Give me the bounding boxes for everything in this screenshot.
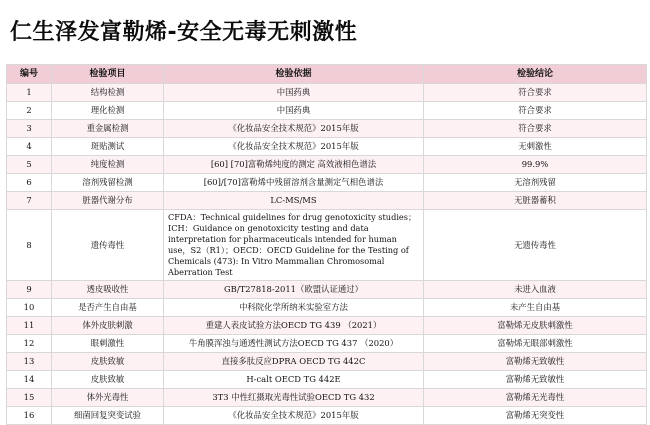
row-number: 8 [7,210,52,281]
row-test-basis: LC-MS/MS [164,192,424,210]
row-test-result: 富勒烯无致敏性 [424,353,647,371]
table-row [7,335,647,353]
row-test-result: 富勒烯无眼部刺激性 [424,335,647,353]
table-row [7,120,647,138]
row-test-basis: 3T3 中性红摄取光毒性试验OECD TG 432 [164,389,424,407]
row-number: 6 [7,174,52,192]
row-test-result: 无脏器蓄积 [424,192,647,210]
row-test-basis: 中国药典 [164,84,424,102]
row-number: 14 [7,371,52,389]
row-test-basis: [60] [70]富勒烯纯度的测定 高效液相色谱法 [164,156,424,174]
table-row [7,407,647,425]
row-test-basis: [60]/[70]富勒烯中残留溶剂含量测定气相色谱法 [164,174,424,192]
table-row [7,156,647,174]
table-header-row [7,65,647,84]
row-test-result: 无刺激性 [424,138,647,156]
row-test-result: 富勒烯无突变性 [424,407,647,425]
row-test-item: 溶剂残留检测 [52,174,164,192]
row-number: 9 [7,281,52,299]
row-number: 4 [7,138,52,156]
row-test-result: 富勒烯无光毒性 [424,389,647,407]
row-test-item: 体外光毒性 [52,389,164,407]
row-test-basis: 中国药典 [164,102,424,120]
row-test-item: 是否产生自由基 [52,299,164,317]
row-test-item: 皮肤致敏 [52,371,164,389]
table-row [7,192,647,210]
row-test-result: 符合要求 [424,120,647,138]
row-test-basis: CFDA：Technical guidelines for drug genotoxicity studies；ICH：Guidance on genotoxicity testing and data interpretation for pharmaceuticals intended for human use，S2（R1）；OECD：OECD Guideline for the Testing of Chemicals (473): In Vitro Mammalian Chromosomal Aberration Test [164,210,424,281]
row-test-item: 斑贴测试 [52,138,164,156]
row-test-item: 细菌回复突变试验 [52,407,164,425]
row-test-result: 富勒烯无致敏性 [424,371,647,389]
row-test-item: 皮肤致敏 [52,353,164,371]
header-test-result: 检验结论 [424,65,647,84]
row-test-item: 重金属检测 [52,120,164,138]
table-row [7,299,647,317]
row-test-basis: GB/T27818-2011（欧盟认证通过） [164,281,424,299]
row-test-item: 体外皮肤刺激 [52,317,164,335]
table-row [7,210,647,281]
test-results-table [6,64,647,425]
row-number: 16 [7,407,52,425]
row-test-result: 99.9% [424,156,647,174]
row-test-basis: 重建人表皮试验方法OECD TG 439 （2021） [164,317,424,335]
row-test-item: 纯度检测 [52,156,164,174]
row-test-item: 结构检测 [52,84,164,102]
row-test-result: 符合要求 [424,84,647,102]
row-number: 3 [7,120,52,138]
row-test-basis: 《化妆品安全技术规范》2015年版 [164,407,424,425]
header-test-basis: 检验依据 [164,65,424,84]
row-test-basis: 直接多肽反应DPRA OECD TG 442C [164,353,424,371]
row-test-result: 富勒烯无皮肤刺激性 [424,317,647,335]
row-test-result: 未产生自由基 [424,299,647,317]
row-test-basis: 中科院化学所纳米实验室方法 [164,299,424,317]
row-test-item: 脏器代谢分布 [52,192,164,210]
row-number: 7 [7,192,52,210]
row-test-result: 无溶剂残留 [424,174,647,192]
table-row [7,281,647,299]
row-number: 13 [7,353,52,371]
row-number: 11 [7,317,52,335]
table-row [7,317,647,335]
row-number: 10 [7,299,52,317]
row-number: 2 [7,102,52,120]
table-row [7,174,647,192]
row-test-item: 透皮吸收性 [52,281,164,299]
table-row [7,84,647,102]
table-row [7,138,647,156]
row-number: 15 [7,389,52,407]
table-row [7,102,647,120]
row-test-result: 符合要求 [424,102,647,120]
row-test-item: 眼刺激性 [52,335,164,353]
row-test-result: 未进入血液 [424,281,647,299]
row-test-item: 理化检测 [52,102,164,120]
row-test-basis: 《化妆品安全技术规范》2015年版 [164,138,424,156]
row-number: 5 [7,156,52,174]
row-test-item: 遗传毒性 [52,210,164,281]
row-number: 1 [7,84,52,102]
row-test-basis: H-calt OECD TG 442E [164,371,424,389]
row-test-basis: 牛角膜浑浊与通透性测试方法OECD TG 437 （2020） [164,335,424,353]
header-number: 编号 [7,65,52,84]
table-row [7,371,647,389]
table-row [7,389,647,407]
row-test-result: 无遗传毒性 [424,210,647,281]
row-test-basis: 《化妆品安全技术规范》2015年版 [164,120,424,138]
table-row [7,353,647,371]
page-title: 仁生泽发富勒烯-安全无毒无刺激性 [10,20,358,45]
header-test-item: 检验项目 [52,65,164,84]
row-number: 12 [7,335,52,353]
